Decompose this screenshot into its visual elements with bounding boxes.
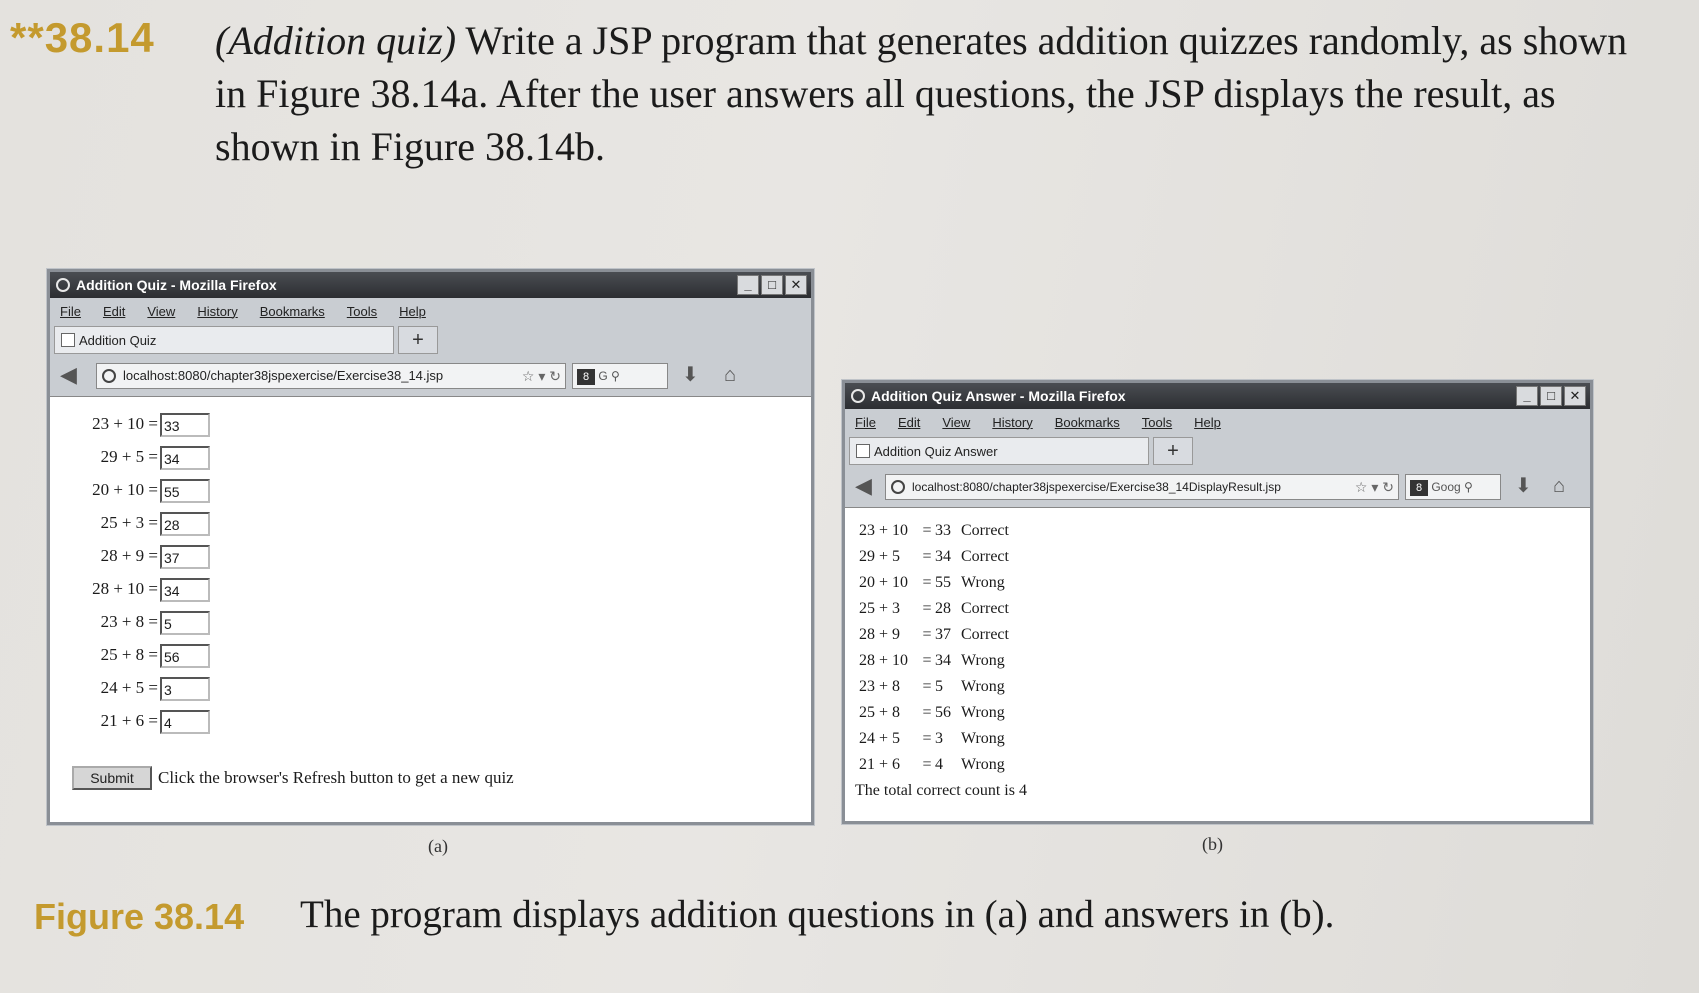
page-icon — [856, 444, 870, 458]
result-verdict: Wrong — [961, 704, 1005, 721]
url-text: localhost:8080/chapter38jspexercise/Exercise38_14DisplayResult.jsp — [912, 480, 1281, 494]
title-bar — [50, 272, 811, 298]
browser-window-quiz — [47, 269, 814, 825]
url-text: localhost:8080/chapter38jspexercise/Exercise38_14.jsp — [123, 368, 444, 383]
result-verdict: Wrong — [961, 730, 1005, 747]
search-bar[interactable] — [572, 363, 668, 389]
question-text: 28 + 9 = — [100, 546, 158, 565]
address-bar[interactable] — [96, 363, 566, 389]
quiz-question — [70, 607, 210, 637]
globe-icon — [102, 369, 116, 383]
exercise-number: **38.14 — [10, 14, 155, 61]
new-tab-button[interactable]: + — [1153, 437, 1193, 465]
navigation-bar — [845, 467, 1590, 508]
answer-input[interactable]: 5 — [160, 611, 210, 635]
tab-strip — [50, 324, 811, 356]
quiz-question — [70, 706, 210, 736]
bookmark-star-icon[interactable]: ☆ ▾ ↻ — [1354, 479, 1394, 495]
result-verdict: Wrong — [961, 652, 1005, 669]
result-row — [859, 648, 1005, 674]
result-value: 28 — [935, 600, 951, 617]
menu-view[interactable]: View — [942, 414, 971, 430]
question-text: 24 + 5 = — [100, 678, 158, 697]
refresh-note: Click the browser's Refresh button to get a new quiz — [158, 768, 514, 787]
result-verdict: Wrong — [961, 756, 1005, 773]
result-verdict: Wrong — [961, 678, 1005, 695]
globe-icon — [891, 480, 905, 494]
back-arrow-icon[interactable]: ◀ — [60, 362, 77, 387]
window-title: Addition Quiz - Mozilla Firefox — [76, 277, 277, 293]
close-icon[interactable]: ✕ — [785, 275, 807, 295]
result-row — [859, 518, 1009, 544]
answer-input[interactable]: 34 — [160, 578, 210, 602]
menu-bar — [50, 298, 811, 324]
question-text: 21 + 6 = — [100, 711, 158, 730]
home-icon[interactable]: ⌂ — [724, 364, 737, 386]
search-text: G — [598, 369, 608, 383]
result-row — [859, 570, 1005, 596]
answer-input[interactable]: 34 — [160, 446, 210, 470]
result-question: 23 + 10 — [859, 522, 909, 539]
result-row — [859, 700, 1005, 726]
equals-sign: = — [922, 652, 932, 669]
result-value: 3 — [935, 730, 943, 747]
figure-label: Figure 38.14 — [34, 896, 245, 937]
answer-input[interactable]: 37 — [160, 545, 210, 569]
answer-input[interactable]: 56 — [160, 644, 210, 668]
result-row — [859, 674, 1005, 700]
result-verdict: Correct — [961, 522, 1009, 539]
caption-b: (b) — [1202, 834, 1223, 854]
exercise-body: Write a JSP program that generates addition quizzes randomly, as shown in Figure 38.14a. After the user answers all questions, the JSP displays the result, as shown in Figure 38.14b. — [215, 18, 1628, 169]
menu-bookmarks[interactable]: Bookmarks — [1054, 414, 1120, 430]
result-value: 34 — [935, 652, 951, 669]
tab-label: Addition Quiz — [79, 332, 157, 348]
menu-history[interactable]: History — [197, 303, 238, 319]
tab-addition-quiz-answer[interactable] — [849, 437, 1149, 465]
result-question: 25 + 8 — [859, 704, 901, 721]
submit-button[interactable]: Submit — [72, 766, 152, 790]
result-value: 56 — [935, 704, 951, 721]
address-bar[interactable] — [885, 474, 1399, 500]
result-question: 28 + 9 — [859, 626, 901, 643]
search-magnifier-icon: ⚲ — [611, 369, 620, 383]
tab-label: Addition Quiz Answer — [874, 443, 998, 459]
quiz-question — [70, 541, 210, 571]
result-verdict: Wrong — [961, 574, 1005, 591]
result-row — [859, 596, 1009, 622]
result-row — [859, 622, 1009, 648]
window-controls — [737, 275, 807, 295]
search-engine-icon: 8 — [1410, 480, 1428, 496]
question-text: 20 + 10 = — [92, 480, 158, 499]
question-text: 28 + 10 = — [92, 579, 158, 598]
answer-input[interactable]: 3 — [160, 677, 210, 701]
menu-bookmarks[interactable]: Bookmarks — [259, 303, 325, 319]
search-magnifier-icon: ⚲ — [1464, 480, 1473, 494]
result-question: 25 + 3 — [859, 600, 901, 617]
equals-sign: = — [922, 522, 932, 539]
firefox-icon — [56, 278, 70, 292]
home-icon[interactable]: ⌂ — [1553, 475, 1566, 497]
result-verdict: Correct — [961, 548, 1009, 565]
back-arrow-icon[interactable]: ◀ — [855, 473, 872, 498]
result-value: 34 — [935, 548, 951, 565]
search-text: Goog — [1431, 480, 1461, 494]
answer-input[interactable]: 28 — [160, 512, 210, 536]
result-question: 20 + 10 — [859, 574, 909, 591]
result-value: 55 — [935, 574, 951, 591]
browser-window-answer — [842, 380, 1593, 824]
menu-help[interactable]: Help — [399, 303, 426, 319]
result-value: 5 — [935, 678, 943, 695]
download-icon[interactable]: ⬇ — [682, 364, 699, 386]
question-text: 23 + 8 = — [100, 612, 158, 631]
equals-sign: = — [922, 600, 932, 617]
equals-sign: = — [922, 730, 932, 747]
menu-help[interactable]: Help — [1194, 414, 1221, 430]
navigation-bar — [50, 356, 811, 397]
result-question: 28 + 10 — [859, 652, 909, 669]
menu-bar — [845, 409, 1590, 435]
close-icon[interactable]: ✕ — [1564, 386, 1586, 406]
window-title: Addition Quiz Answer - Mozilla Firefox — [871, 388, 1126, 404]
caption-a: (a) — [428, 836, 448, 856]
minimize-icon[interactable]: _ — [1516, 386, 1538, 406]
question-text: 25 + 8 = — [100, 645, 158, 664]
search-bar[interactable] — [1405, 474, 1501, 500]
equals-sign: = — [922, 626, 932, 643]
equals-sign: = — [922, 704, 932, 721]
minimize-icon[interactable]: _ — [737, 275, 759, 295]
question-text: 29 + 5 = — [100, 447, 158, 466]
window-controls — [1516, 386, 1586, 406]
question-text: 23 + 10 = — [92, 414, 158, 433]
equals-sign: = — [922, 574, 932, 591]
total-correct-count: The total correct count is 4 — [855, 782, 1027, 799]
quiz-question — [70, 475, 210, 505]
result-row — [859, 544, 1009, 570]
quiz-question — [70, 409, 210, 439]
result-value: 33 — [935, 522, 951, 539]
quiz-question — [70, 442, 210, 472]
search-engine-icon: 8 — [577, 369, 595, 385]
menu-tools[interactable]: Tools — [1141, 414, 1173, 430]
menu-history[interactable]: History — [992, 414, 1033, 430]
page-icon — [61, 333, 75, 347]
menu-edit[interactable]: Edit — [897, 414, 921, 430]
result-verdict: Correct — [961, 626, 1009, 643]
result-question: 29 + 5 — [859, 548, 901, 565]
equals-sign: = — [922, 548, 932, 565]
answer-input[interactable]: 4 — [160, 710, 210, 734]
quiz-question — [70, 574, 210, 604]
result-row — [859, 752, 1005, 778]
menu-file[interactable]: File — [60, 303, 81, 319]
result-value: 4 — [935, 756, 943, 773]
question-text: 25 + 3 = — [100, 513, 158, 532]
download-icon[interactable]: ⬇ — [1515, 475, 1532, 497]
bookmark-star-icon[interactable]: ☆ ▾ ↻ — [521, 368, 561, 384]
figure-caption: The program displays addition questions in (a) and answers in (b). — [300, 893, 1335, 936]
result-question: 24 + 5 — [859, 730, 901, 747]
maximize-icon[interactable]: □ — [1540, 386, 1562, 406]
answer-input[interactable]: 55 — [160, 479, 210, 503]
menu-view[interactable]: View — [147, 303, 176, 319]
tab-strip — [845, 435, 1590, 467]
quiz-question — [70, 673, 210, 703]
menu-edit[interactable]: Edit — [102, 303, 126, 319]
equals-sign: = — [922, 678, 932, 695]
result-question: 23 + 8 — [859, 678, 901, 695]
maximize-icon[interactable]: □ — [761, 275, 783, 295]
exercise-lead: (Addition quiz) — [215, 18, 457, 63]
answer-input[interactable]: 33 — [160, 413, 210, 437]
exercise-text — [215, 14, 1655, 173]
menu-file[interactable]: File — [855, 414, 876, 430]
title-bar — [845, 383, 1590, 409]
new-tab-button[interactable]: + — [398, 326, 438, 354]
tab-addition-quiz[interactable] — [54, 326, 394, 354]
menu-tools[interactable]: Tools — [346, 303, 378, 319]
firefox-icon — [851, 389, 865, 403]
quiz-question — [70, 640, 210, 670]
result-verdict: Correct — [961, 600, 1009, 617]
quiz-question — [70, 508, 210, 538]
result-question: 21 + 6 — [859, 756, 901, 773]
result-value: 37 — [935, 626, 951, 643]
result-row — [859, 726, 1005, 752]
equals-sign: = — [922, 756, 932, 773]
